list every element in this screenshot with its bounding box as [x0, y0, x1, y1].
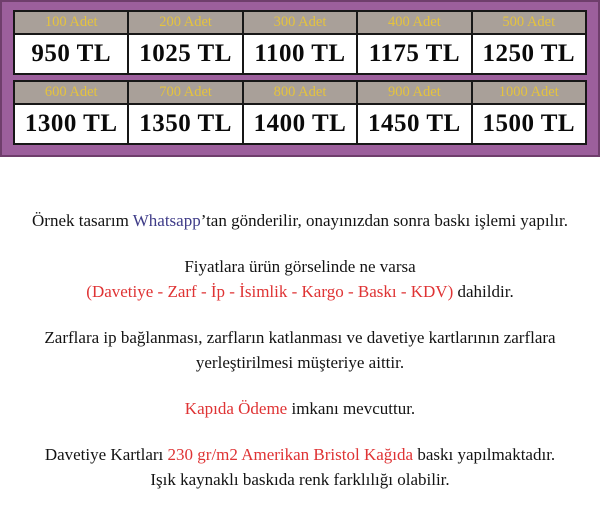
pricing-banner — [0, 0, 600, 157]
note-text: Fiyatlara ürün görselinde ne varsa — [184, 257, 416, 276]
note-text: Davetiye Kartları — [44, 445, 168, 464]
note-text: dahildir. — [453, 282, 514, 301]
qty-header: 600 Adet — [14, 81, 128, 104]
price-value: 1350 TL — [128, 104, 242, 144]
note-paper — [0, 442, 600, 492]
included-items-list: (Davetiye - Zarf - İp - İsimlik - Kargo - Baskı - KDV) — [86, 282, 454, 301]
cash-on-delivery-label: Kapıda Ödeme — [184, 399, 288, 418]
price-value: 1250 TL — [472, 34, 586, 74]
qty-header: 100 Adet — [14, 11, 128, 34]
qty-header: 800 Adet — [243, 81, 357, 104]
qty-header: 400 Adet — [357, 11, 471, 34]
price-value: 1500 TL — [472, 104, 586, 144]
qty-header: 200 Adet — [128, 11, 242, 34]
paper-spec-label: 230 gr/m2 Amerikan Bristol Kağıda — [167, 445, 414, 464]
note-text: Işık kaynaklı baskıda renk farklılığı olabilir. — [150, 470, 450, 489]
qty-header: 300 Adet — [243, 11, 357, 34]
qty-header: 700 Adet — [128, 81, 242, 104]
qty-header: 500 Adet — [472, 11, 586, 34]
note-text: ’tan gönderilir, onayınızdan sonra baskı işlemi yapılır. — [200, 211, 568, 230]
price-table-2 — [13, 80, 587, 145]
price-value: 1025 TL — [128, 34, 242, 74]
price-table-1 — [13, 10, 587, 75]
note-text: Örnek tasarım — [32, 211, 133, 230]
note-text: yerleştirilmesi müşteriye aittir. — [195, 353, 405, 372]
price-value: 1300 TL — [14, 104, 128, 144]
quantity-header-row — [14, 11, 586, 34]
note-price-includes — [0, 254, 600, 304]
price-value: 1100 TL — [243, 34, 357, 74]
note-text: Zarflara ip bağlanması, zarfların katlanması ve davetiye kartlarının zarflara — [44, 328, 556, 347]
whatsapp-label: Whatsapp — [132, 211, 201, 230]
note-sample-design — [0, 208, 600, 233]
price-row — [14, 34, 586, 74]
note-line — [0, 442, 600, 467]
note-assembly — [0, 325, 600, 375]
quantity-header-row — [14, 81, 586, 104]
price-value: 1450 TL — [357, 104, 471, 144]
note-text: imkanı mevcuttur. — [287, 399, 416, 418]
price-row — [14, 104, 586, 144]
qty-header: 900 Adet — [357, 81, 471, 104]
note-text: baskı yapılmaktadır. — [413, 445, 556, 464]
terms-notes — [0, 157, 600, 492]
qty-header: 1000 Adet — [472, 81, 586, 104]
note-payment — [0, 396, 600, 421]
note-line — [0, 279, 600, 304]
price-value: 1175 TL — [357, 34, 471, 74]
price-value: 1400 TL — [243, 104, 357, 144]
price-value: 950 TL — [14, 34, 128, 74]
